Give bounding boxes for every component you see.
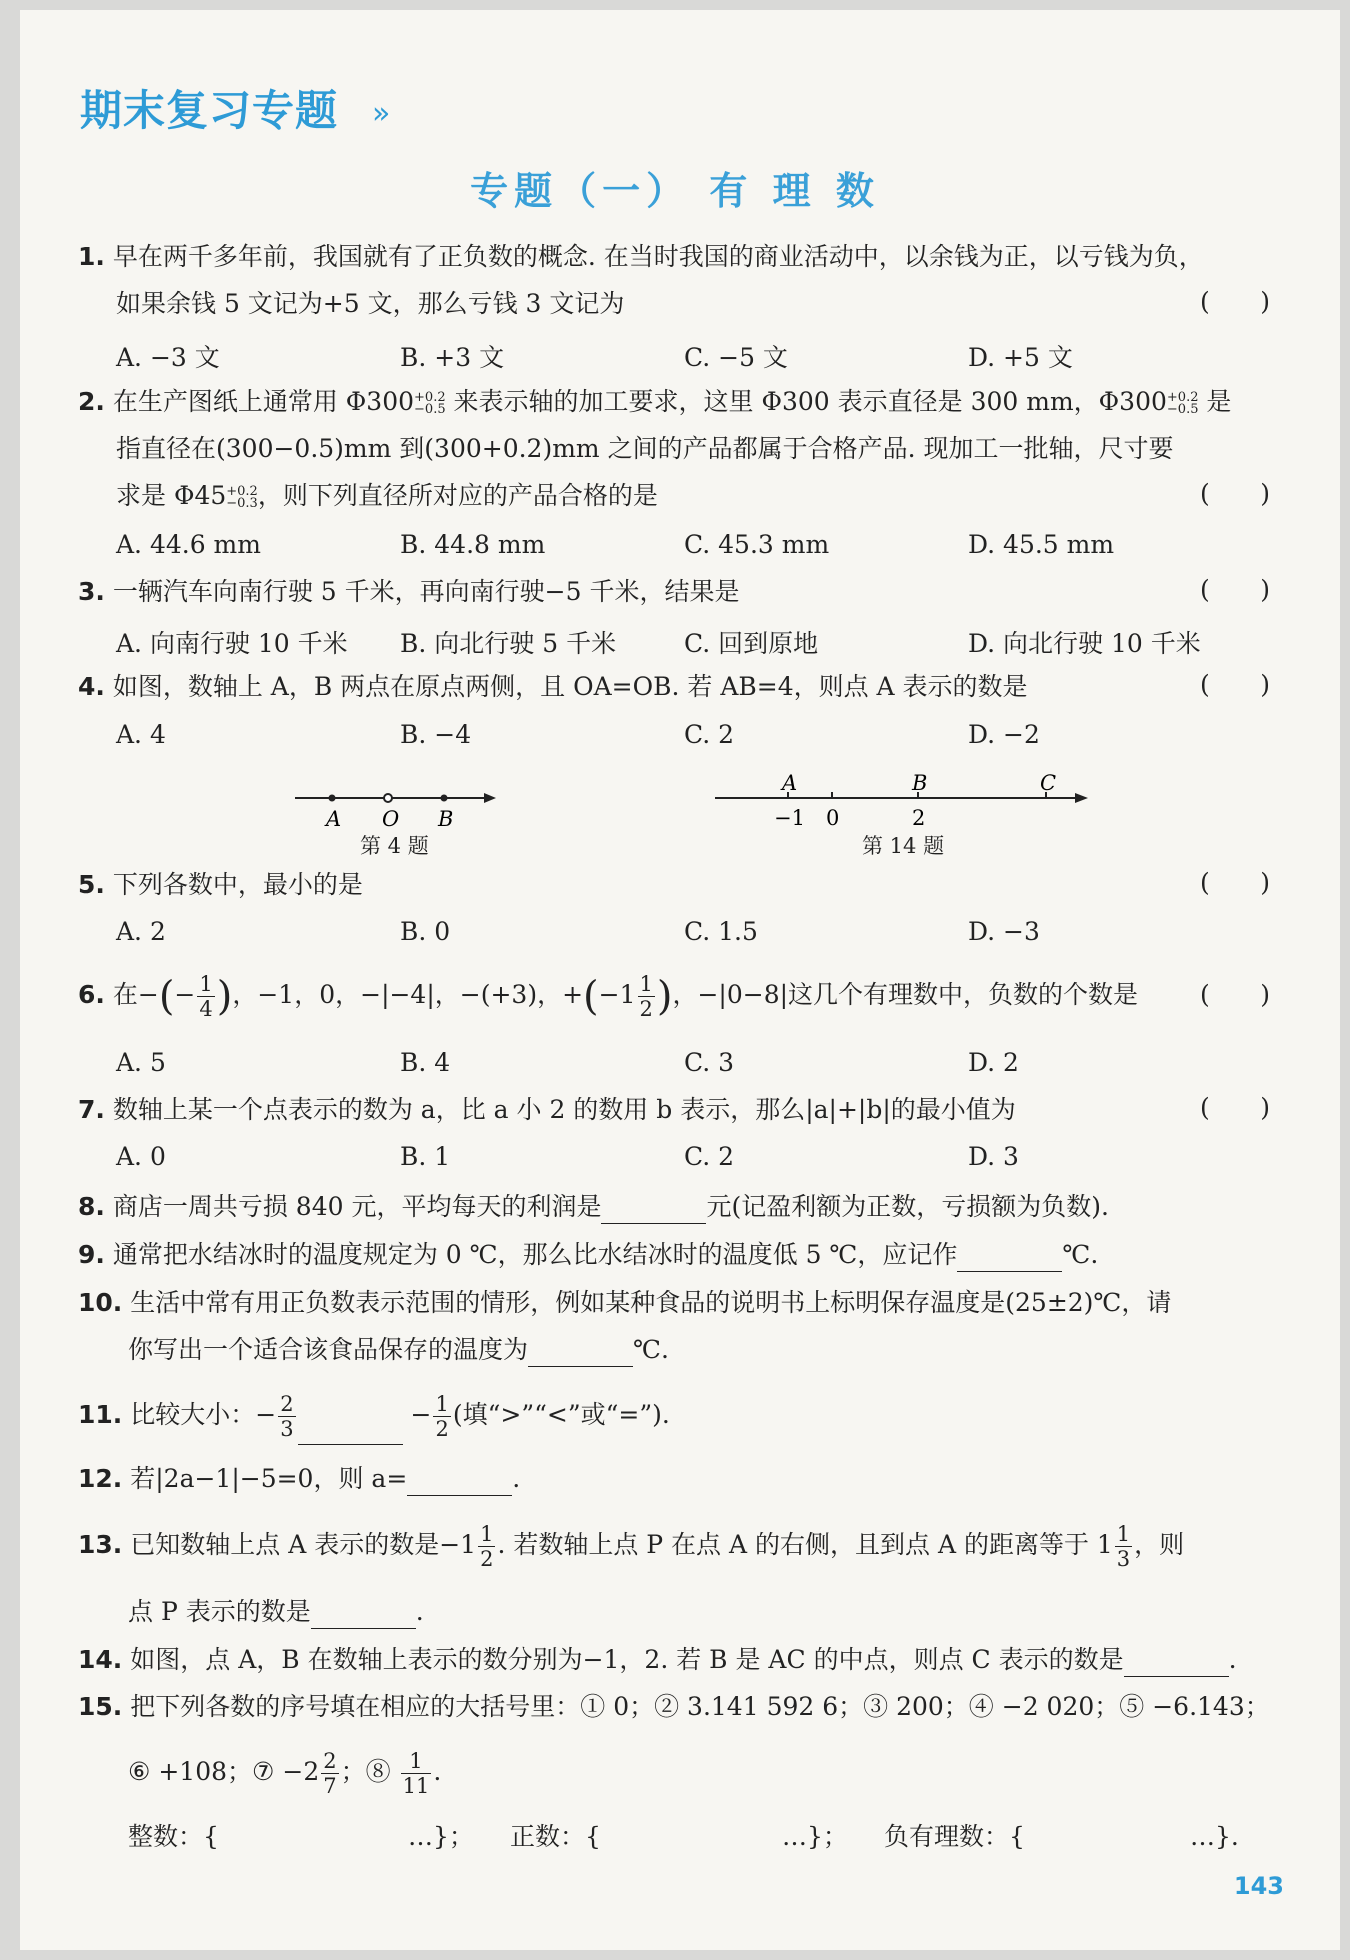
answer-blank[interactable] bbox=[298, 1418, 403, 1445]
tick-label-0: 0 bbox=[826, 806, 840, 830]
category-integers-end: …}； bbox=[408, 1822, 474, 1851]
label-c: C bbox=[1040, 771, 1057, 795]
figure-14-caption: 第 14 题 bbox=[862, 834, 945, 858]
option-d: D. −2 bbox=[968, 720, 1040, 749]
option-b: B. 44.8 mm bbox=[400, 530, 546, 559]
page-number: 143 bbox=[1233, 1872, 1284, 1900]
point-a bbox=[329, 795, 336, 802]
answer-blank[interactable] bbox=[1124, 1650, 1229, 1677]
category-negative-rational: 负有理数：{ bbox=[884, 1822, 1025, 1851]
number-line-figure-4 bbox=[290, 780, 510, 830]
question-4: 4. 如图，数轴上 A，B 两点在原点两侧，且 OA=OB. 若 AB=4，则点 A 表示的数是 bbox=[78, 672, 1028, 701]
option-a: A. 向南行驶 10 千米 bbox=[116, 629, 348, 658]
question-12: 12. 若|2a−1|−5=0，则 a= . bbox=[78, 1462, 520, 1496]
question-13-line-2: 点 P 表示的数是 . bbox=[128, 1595, 424, 1629]
answer-paren: ( ) bbox=[1200, 575, 1270, 604]
question-1-line-1: 1. 早在两千多年前，我国就有了正负数的概念. 在当时我国的商业活动中，以余钱为正，以亏钱为负， bbox=[78, 242, 1204, 271]
question-15-line-1: 15. 把下列各数的序号填在相应的大括号里：① 0；② 3.141 592 6；③ 200；④ −2 020；⑤ −6.143； bbox=[78, 1692, 1270, 1721]
answer-paren: ( ) bbox=[1200, 287, 1270, 316]
option-d: D. 向北行驶 10 千米 bbox=[968, 629, 1201, 658]
number-line-figure-14 bbox=[710, 765, 1100, 830]
question-2-line-3: 求是 Φ45+0.2 −0.3，则下列直径所对应的产品合格的是 bbox=[116, 481, 658, 511]
option-a: A. 4 bbox=[116, 720, 166, 749]
answer-paren: ( ) bbox=[1200, 670, 1270, 699]
option-b: B. 4 bbox=[400, 1048, 451, 1077]
section-title: 专题（一） 有 理 数 bbox=[470, 169, 880, 213]
option-d: D. 2 bbox=[968, 1048, 1019, 1077]
option-c: C. 2 bbox=[684, 720, 735, 749]
arrow-icon bbox=[1075, 793, 1088, 803]
option-d: D. 45.5 mm bbox=[968, 530, 1115, 559]
option-d: D. 3 bbox=[968, 1142, 1019, 1171]
label-o: O bbox=[382, 807, 400, 830]
answer-blank[interactable] bbox=[601, 1197, 706, 1224]
category-positive-end: …}； bbox=[782, 1822, 848, 1851]
chevron-icon: » bbox=[372, 96, 391, 131]
option-c: C. 3 bbox=[684, 1048, 735, 1077]
point-b bbox=[441, 795, 448, 802]
question-15-line-2: ⑥ +108；⑦ −2 $\frac{2}{7}$ ；⑧ $\frac{1}{11}$ . bbox=[128, 1749, 442, 1798]
question-5: 5. 下列各数中，最小的是 bbox=[78, 870, 363, 899]
option-b: B. 1 bbox=[400, 1142, 451, 1171]
answer-blank[interactable] bbox=[407, 1469, 512, 1496]
question-10-line-2: 你写出一个适合该食品保存的温度为 ℃. bbox=[128, 1333, 669, 1367]
point-o bbox=[384, 794, 392, 802]
category-negative-rational-end: …}. bbox=[1190, 1822, 1239, 1851]
tick-label-2: 2 bbox=[912, 806, 926, 830]
option-c: C. 1.5 bbox=[684, 917, 758, 946]
answer-paren: ( ) bbox=[1200, 1093, 1270, 1122]
question-3: 3. 一辆汽车向南行驶 5 千米，再向南行驶−5 千米，结果是 bbox=[78, 577, 740, 606]
option-a: A. 44.6 mm bbox=[116, 530, 261, 559]
question-1-line-2: 如果余钱 5 文记为+5 文，那么亏钱 3 文记为 bbox=[116, 289, 625, 318]
category-integers: 整数：{ bbox=[128, 1822, 219, 1851]
chapter-header: 期末复习专题 bbox=[80, 86, 339, 135]
question-2-line-1: 2. 在生产图纸上通常用 Φ300+0.2 −0.5 来表示轴的加工要求，这里 Φ300 表示直径是 300 mm，Φ300+0.2 −0.5 是 bbox=[78, 387, 1232, 417]
option-c: C. −5 文 bbox=[684, 343, 788, 372]
question-13-line-1: 13. 已知数轴上点 A 表示的数是−1 $\frac{1}{2}$ . 若数轴上点 P 在点 A 的右侧，且到点 A 的距离等于 1 $\frac{1}{3}$ ，则 bbox=[78, 1522, 1185, 1571]
option-b: B. −4 bbox=[400, 720, 472, 749]
question-2-line-2: 指直径在(300−0.5)mm 到(300+0.2)mm 之间的产品都属于合格产品. 现加工一批轴，尺寸要 bbox=[116, 434, 1174, 463]
option-d: D. +5 文 bbox=[968, 343, 1073, 372]
question-14: 14. 如图，点 A，B 在数轴上表示的数分别为−1，2. 若 B 是 AC 的中点，则点 C 表示的数是 . bbox=[78, 1643, 1237, 1677]
label-b: B bbox=[438, 807, 454, 830]
option-a: A. 0 bbox=[116, 1142, 166, 1171]
figure-4-caption: 第 4 题 bbox=[360, 834, 429, 858]
answer-paren: ( ) bbox=[1200, 980, 1270, 1009]
option-b: B. 向北行驶 5 千米 bbox=[400, 629, 617, 658]
option-a: A. −3 文 bbox=[116, 343, 220, 372]
answer-blank[interactable] bbox=[528, 1340, 633, 1367]
question-11: 11. 比较大小：− $\frac{2}{3}$ − $\frac{1}{2}$ (填“>”“<”或“=”). bbox=[78, 1385, 670, 1445]
answer-paren: ( ) bbox=[1200, 479, 1270, 508]
option-c: C. 45.3 mm bbox=[684, 530, 830, 559]
option-a: A. 5 bbox=[116, 1048, 166, 1077]
option-a: A. 2 bbox=[116, 917, 166, 946]
arrow-icon bbox=[484, 793, 496, 803]
question-7: 7. 数轴上某一个点表示的数为 a，比 a 小 2 的数用 b 表示，那么|a|+|b|的最小值为 bbox=[78, 1095, 1016, 1124]
answer-blank[interactable] bbox=[957, 1245, 1062, 1272]
question-9: 9. 通常把水结冰时的温度规定为 0 ℃，那么比水结冰时的温度低 5 ℃，应记作 ℃. bbox=[78, 1238, 1098, 1272]
question-10-line-1: 10. 生活中常有用正负数表示范围的情形，例如某种食品的说明书上标明保存温度是(25±2)℃，请 bbox=[78, 1288, 1172, 1317]
option-b: B. +3 文 bbox=[400, 343, 505, 372]
question-6: 6. 在−(− $\frac{1}{4}$ )，−1，0，−|−4|，−(+3)，+(−1 $\frac{1}{2}$ )，−|0−8|这几个有理数中，负数的个数是 bbox=[78, 972, 1139, 1021]
label-b: B bbox=[912, 771, 928, 795]
question-8: 8. 商店一周共亏损 840 元，平均每天的利润是 元(记盈利额为正数，亏损额为负数). bbox=[78, 1190, 1109, 1224]
option-d: D. −3 bbox=[968, 917, 1040, 946]
option-c: C. 回到原地 bbox=[684, 629, 819, 658]
label-a: A bbox=[326, 807, 342, 830]
label-a: A bbox=[782, 771, 798, 795]
option-b: B. 0 bbox=[400, 917, 451, 946]
tick-label-neg1: −1 bbox=[774, 806, 805, 830]
answer-blank[interactable] bbox=[311, 1602, 416, 1629]
category-positive: 正数：{ bbox=[510, 1822, 601, 1851]
answer-paren: ( ) bbox=[1200, 868, 1270, 897]
option-c: C. 2 bbox=[684, 1142, 735, 1171]
